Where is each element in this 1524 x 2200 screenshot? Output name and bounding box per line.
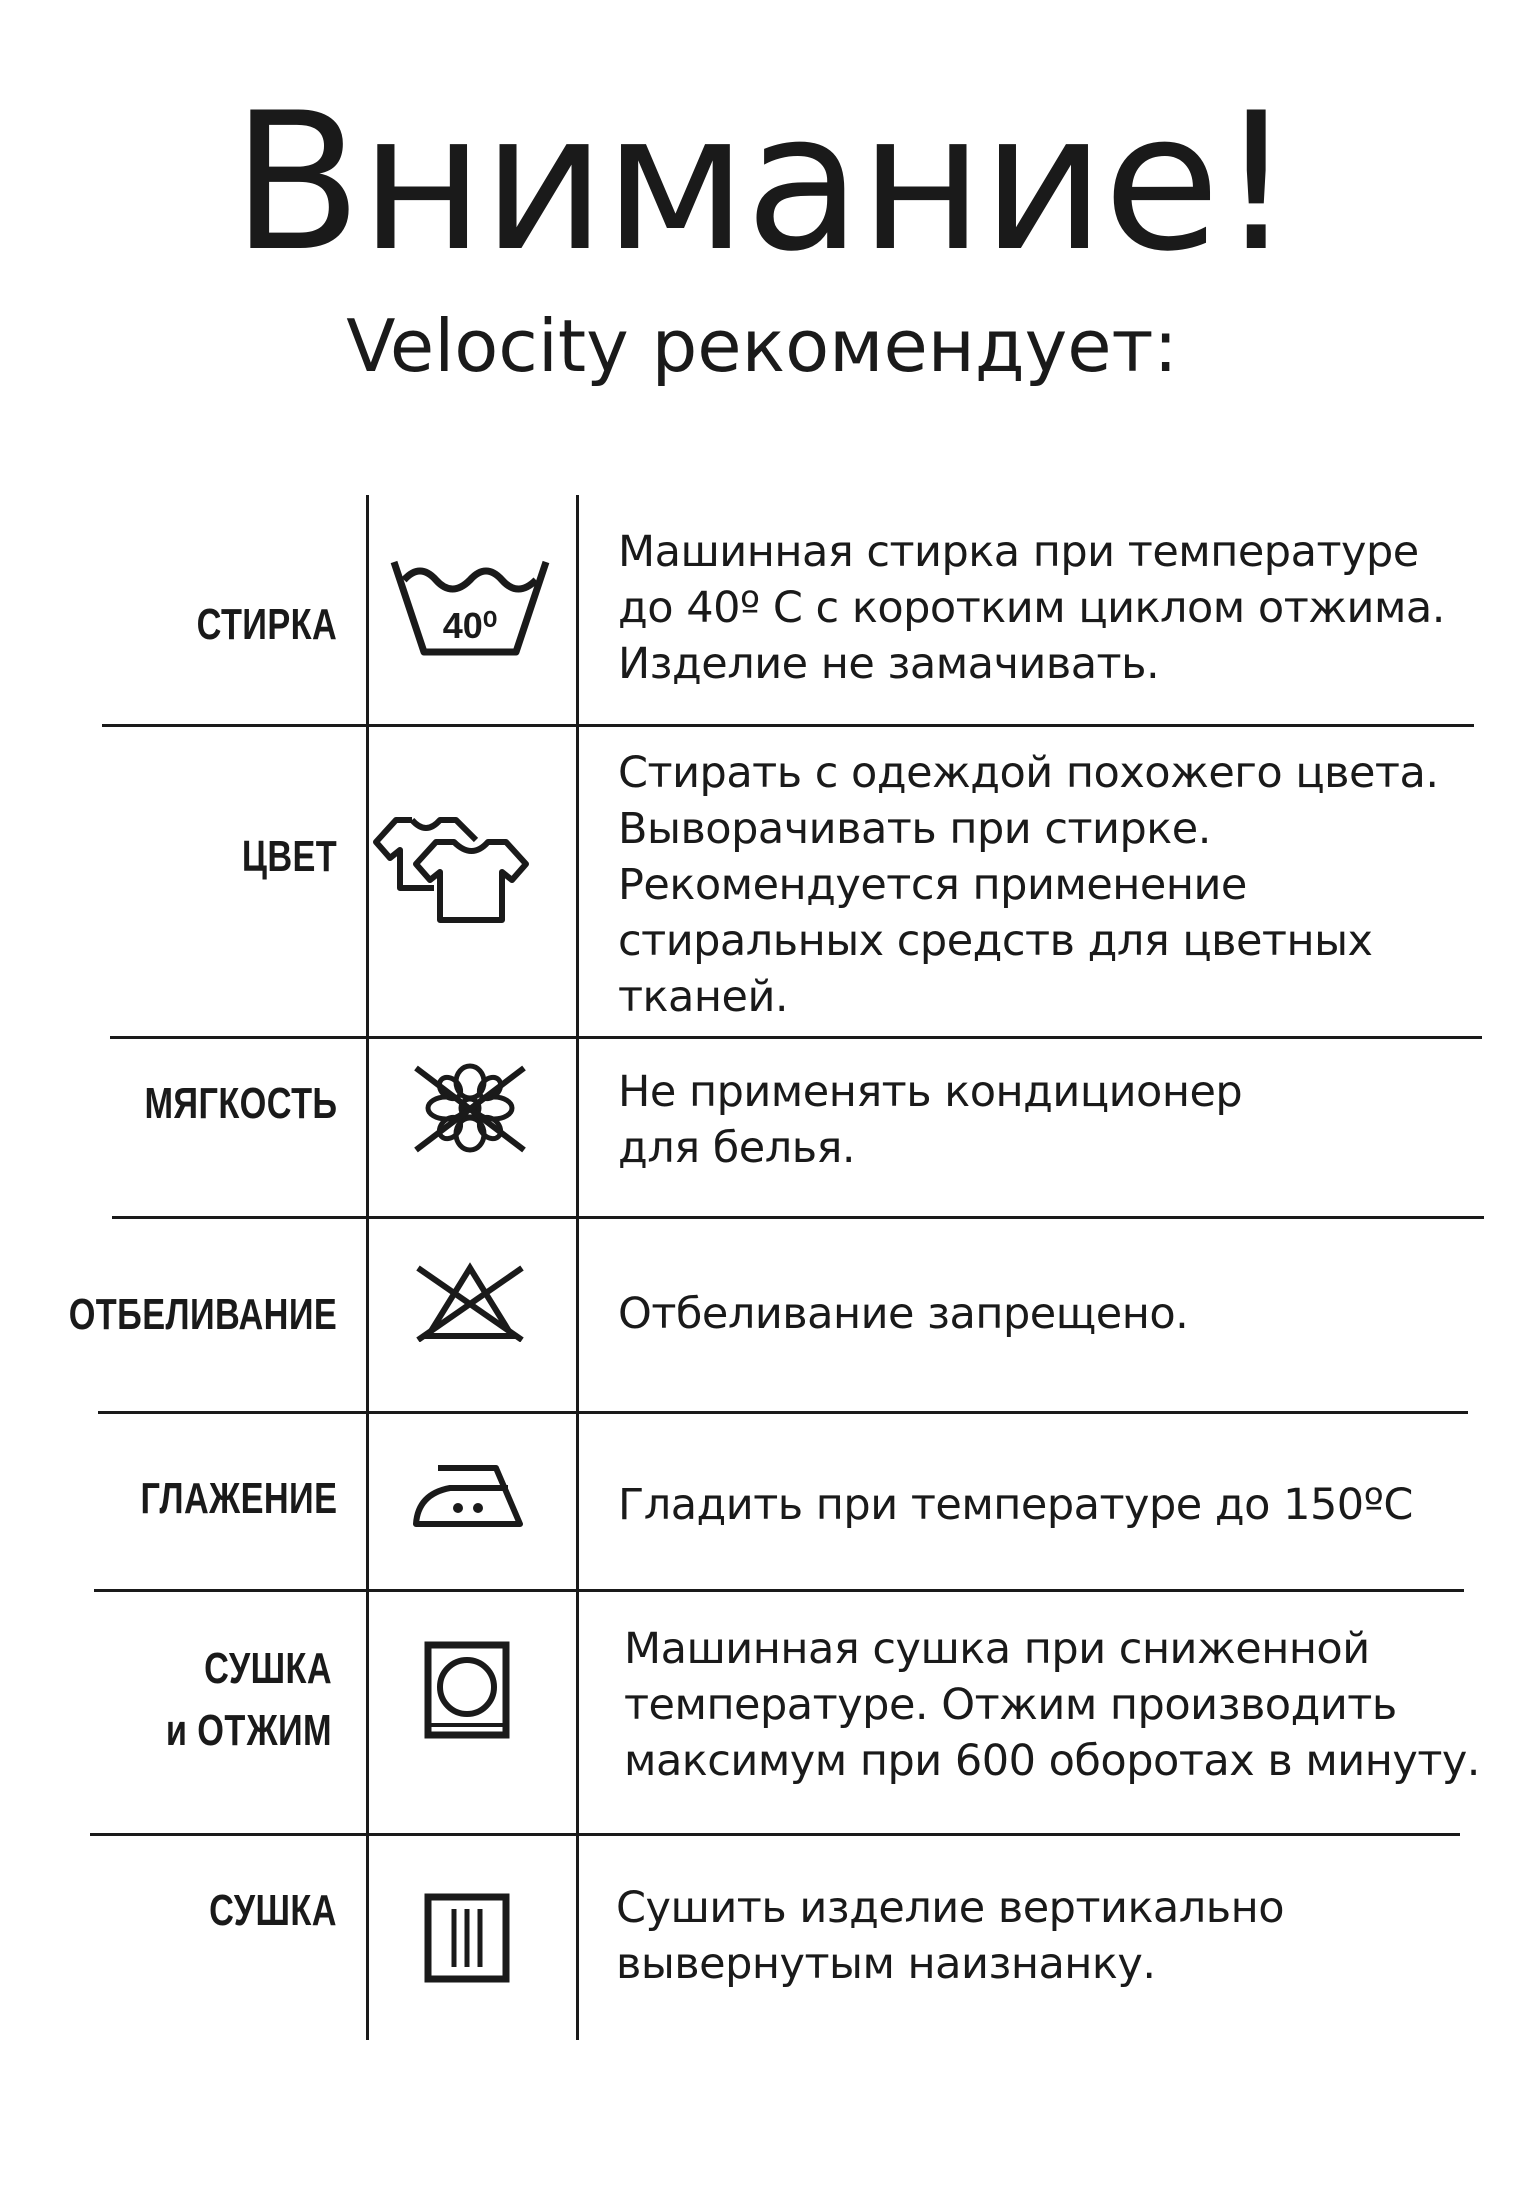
row-divider [110, 1036, 1482, 1039]
row-label: СТИРКА [196, 600, 337, 649]
row-description: Машинная сушка при сниженной температуре. Отжим производить максимум при 600 оборотах в минуту. [624, 1624, 1480, 1786]
row-label: ЦВЕТ [241, 832, 337, 881]
page-title: Внимание! [231, 72, 1293, 293]
tumble-dry-low-icon [424, 1641, 510, 1739]
row-label: СУШКА [209, 1886, 337, 1935]
row-divider [94, 1589, 1464, 1592]
line-dry-vertical-icon [424, 1893, 510, 1983]
row-divider [98, 1411, 1468, 1414]
row-divider [90, 1833, 1460, 1836]
page-subtitle: Velocity рекомендует: [346, 304, 1178, 388]
row-label: МЯГКОСТЬ [143, 1079, 337, 1128]
iron-two-dots-icon [410, 1458, 530, 1530]
row-label: СУШКА и ОТЖИМ [165, 1644, 332, 1755]
row-label: ГЛАЖЕНИЕ [140, 1474, 337, 1523]
no-softener-icon [412, 1060, 528, 1156]
row-label: ОТБЕЛИВАНИЕ [68, 1290, 337, 1339]
no-bleach-icon [412, 1262, 528, 1342]
row-description: Машинная стирка при температуре до 40º С с коротким циклом отжима. Изделие не замачивать. [618, 527, 1445, 689]
row-description: Не применять кондиционер для белья. [618, 1067, 1243, 1173]
row-description: Стирать с одеждой похожего цвета. Выворачивать при стирке. Рекомендуется применение стиральных средств для цветных тканей. [618, 748, 1439, 1022]
similar-colors-tshirts-icon [372, 816, 562, 926]
wash-40-icon [390, 550, 550, 660]
row-description: Отбеливание запрещено. [618, 1289, 1189, 1339]
row-description: Гладить при температуре до 150ºС [618, 1480, 1413, 1530]
wash-temperature-label: 40⁰ [442, 605, 498, 646]
row-description: Сушить изделие вертикально вывернутым наизнанку. [616, 1883, 1285, 1989]
row-divider [102, 724, 1474, 727]
row-divider [112, 1216, 1484, 1219]
